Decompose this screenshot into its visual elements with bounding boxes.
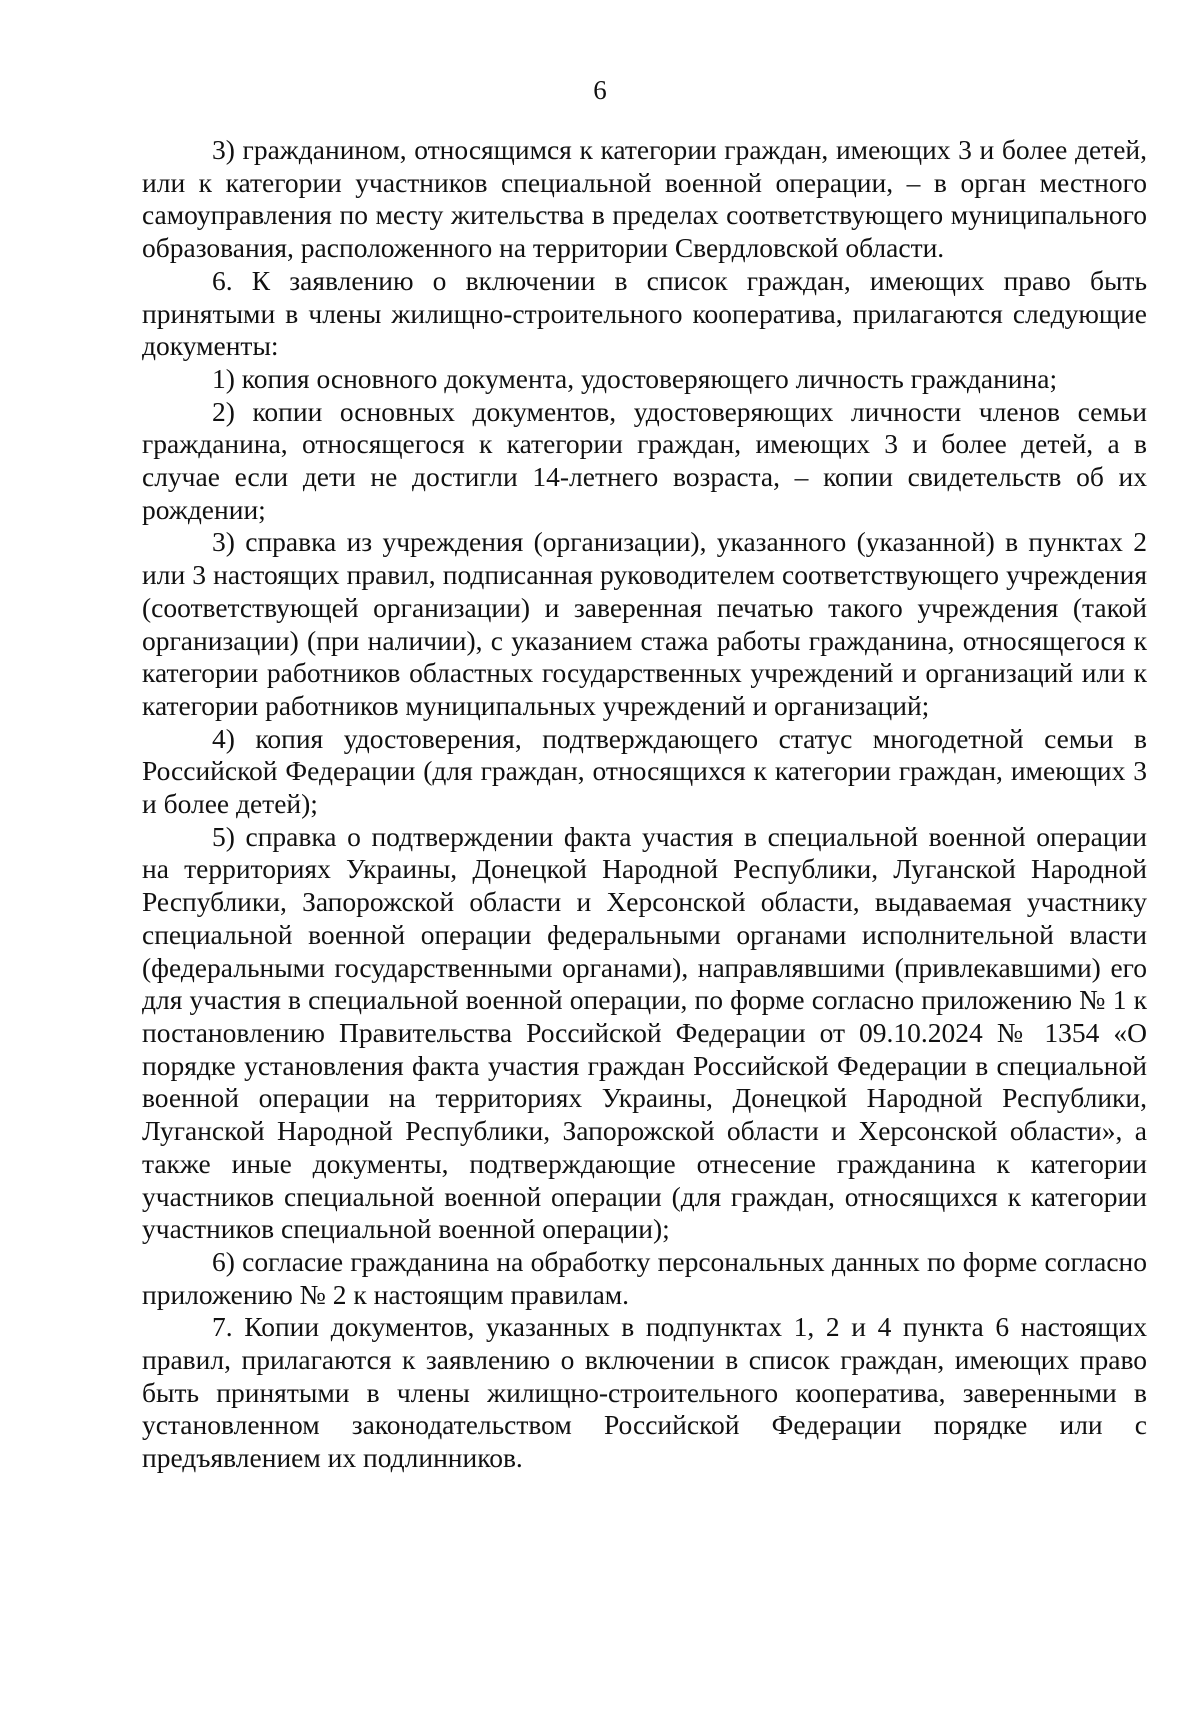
document-body: [142, 134, 1147, 1475]
page-number: 6: [593, 75, 607, 105]
paragraph-subitem-3-citizen: 3) гражданином, относящимся к категории граждан, имеющих 3 и более детей, или к категории участников специальной военной операции, – в орган местного самоуправления по месту жительства в пределах соответствующего муниципального образования, расположенного на территории Свердловской области.: [142, 134, 1147, 264]
paragraph-item-6-sub-3: 3) справка из учреждения (организации), указанного (указанной) в пунктах 2 или 3 настоящих правил, подписанная руководителем соответствующего учреждения (соответствующей организации) и заверенная печатью такого учреждения (такой организации) (при наличии), с указанием стажа работы гражданина, относящегося к категории работников областных государственных учреждений и организаций или к категории работников муниципальных учреждений и организаций;: [142, 526, 1147, 721]
paragraph-item-6-sub-4: 4) копия удостоверения, подтверждающего статус многодетной семьи в Российской Федерации (для граждан, относящихся к категории граждан, имеющих 3 и более детей);: [142, 722, 1147, 820]
paragraph-item-6-sub-5: 5) справка о подтверждении факта участия в специальной военной операции на территориях Украины, Донецкой Народной Республики, Луганской Народной Республики, Запорожской области и Херсонской области, выдаваемая участнику специальной военной операции федеральными органами исполнительной власти (федеральными государственными органами), направлявшими (привлекавшими) его для участия в специальной военной операции, по форме согласно приложению № 1 к постановлению Правительства Российской Федерации от 09.10.2024 № 1354 «О порядке установления факта участия граждан Российской Федерации в специальной военной операции на территориях Украины, Донецкой Народной Республики, Луганской Народной Республики, Запорожской области и Херсонской области», а также иные документы, подтверждающие отнесение гражданина к категории участников специальной военной операции (для граждан, относящихся к категории участников специальной военной операции);: [142, 820, 1147, 1245]
paragraph-item-6: 6. К заявлению о включении в список граждан, имеющих право быть принятыми в члены жилищно-строительного кооператива, прилагаются следующие документы:: [142, 264, 1147, 362]
paragraph-item-6-sub-1: 1) копия основного документа, удостоверяющего личность гражданина;: [212, 362, 1058, 394]
paragraph-item-7: 7. Копии документов, указанных в подпунктах 1, 2 и 4 пункта 6 настоящих правил, прилагаются к заявлению о включении в список граждан, имеющих право быть принятыми в члены жилищно-строительного кооператива, заверенными в установленном законодательством Российской Федерации порядке или с предъявлением их подлинников.: [142, 1311, 1147, 1474]
paragraph-item-6-sub-2: 2) копии основных документов, удостоверяющих личности членов семьи гражданина, относящегося к категории граждан, имеющих 3 и более детей, а в случае если дети не достигли 14-летнего возраста, – копии свидетельств об их рождении;: [142, 395, 1147, 525]
paragraph-item-6-sub-6: 6) согласие гражданина на обработку персональных данных по форме согласно приложению № 2 к настоящим правилам.: [142, 1245, 1147, 1310]
